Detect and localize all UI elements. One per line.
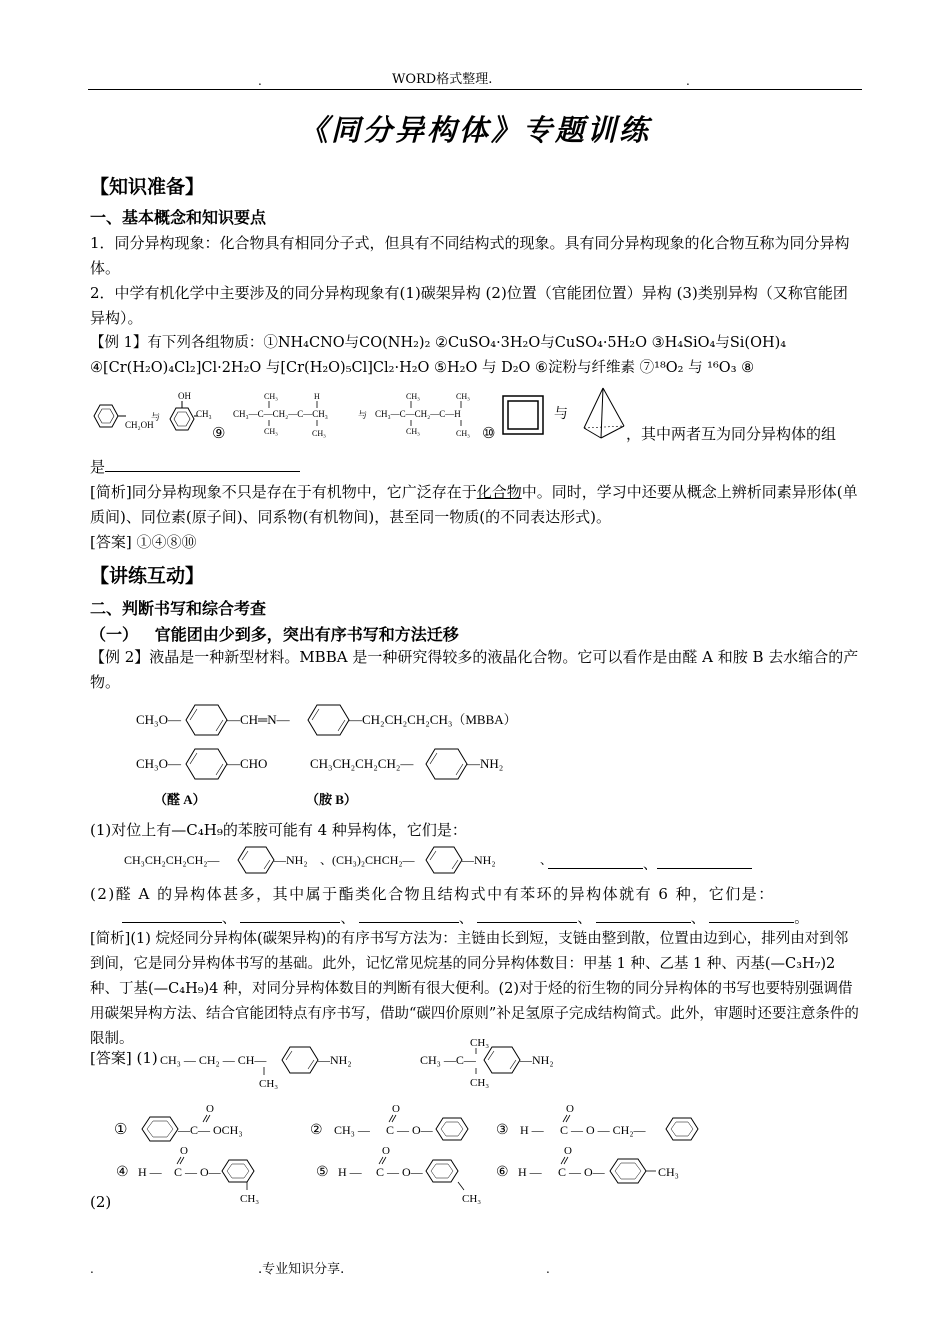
analysis-2: [简析](1) 烷烃同分异构体(碳架异构)的有序书写方法为：主链由长到短，支链由整到散，位置由边到心，排列由对到邻到间，它是同分异构体书写的基础。此外，记忆常见烷基的同分异构体数目：甲基 1 种、乙基 1 种、丙基(—C₃H₇)2 种、丁基(—C₄H₉)4 种，对同分异构体数目的判断有很大便利。(2)对于烃的衍生物的同分异构体的书写也要特别强调借用碳架异构方法、结合官能团特点有序书写，借助“碳四价原则”补足氢原子完成结构简式。此外，审题时还要注意条件的限制。	[90, 931, 859, 1047]
q2-blank-4[interactable]	[477, 906, 577, 923]
svg-text:CH₃: CH₃	[658, 1165, 679, 1179]
and-1: 与	[151, 412, 161, 422]
example1-shi: 是	[90, 455, 300, 480]
answer-1: [答案] ①④⑧⑩	[90, 533, 197, 551]
q1-blanks: 、	[548, 852, 752, 874]
svg-text:CH₃: CH₃	[470, 1077, 490, 1089]
svg-text:②: ②	[310, 1123, 323, 1138]
svg-text:—NH₂: —NH₂	[520, 1053, 554, 1067]
svg-text:O: O	[180, 1145, 188, 1157]
mbba-structures	[130, 700, 550, 810]
paragraph-2: 2．中学有机化学中主要涉及的同分异构现象有(1)碳架异构 (2)位置（官能团位置）异构 (3)类别异构（又称官能团异构）。	[90, 284, 848, 327]
label-amine-b: （胺 B）	[306, 792, 357, 807]
svg-text:CH₃: CH₃	[462, 1193, 482, 1205]
svg-text:H —: H —	[338, 1165, 362, 1179]
cyclobutene-structure	[503, 396, 568, 434]
svg-text:CH₃ —C—: CH₃ —C—	[420, 1053, 476, 1067]
answer-2-label: [答案] (1)	[90, 1049, 158, 1067]
footer-dot-right: .	[546, 1262, 550, 1276]
svg-text:—CH═N—: —CH═N—	[227, 712, 290, 727]
question-1: (1)对位上有—C₄H₉的苯胺可能有 4 种异构体，它们是：	[90, 821, 467, 839]
alkane-a-structure	[233, 392, 367, 438]
svg-text:H: H	[314, 392, 320, 401]
tert-butyl-aniline-structure	[420, 1037, 554, 1089]
q1-blank-1[interactable]	[548, 852, 643, 869]
page-title: 《同分异构体》专题训练	[298, 113, 651, 147]
svg-text:CH₃: CH₃	[264, 392, 278, 401]
example1-line2: ④[Cr(H₂O)₄Cl₂]Cl·2H₂O 与[Cr(H₂O)₅Cl]Cl₂·H₂O ⑤H₂O 与 D₂O ⑥淀粉与纤维素 ⑦¹⁸O₂ 与 ¹⁶O₃ ⑧	[90, 360, 755, 376]
svg-text:④: ④	[116, 1165, 129, 1180]
compound-link[interactable]: 化合物	[476, 483, 522, 501]
header-dot-left: .	[258, 74, 262, 88]
svg-text:、: 、	[320, 853, 333, 867]
cresol-ch3: CH₃	[196, 409, 212, 419]
answer2-amine-structures	[158, 1034, 598, 1092]
q2-blank-5[interactable]	[596, 906, 691, 923]
benzyl-alcohol-structure	[94, 405, 160, 430]
svg-text:CH₃ — CH₂ — CH—: CH₃ — CH₂ — CH—	[160, 1053, 267, 1067]
question-2: (2)醛 A 的异构体甚多，其中属于酯类化合物且结构式中有苯环的异构体就有 6 种，它们是：	[90, 885, 775, 903]
svg-text:①: ①	[114, 1122, 128, 1138]
q2-blank-2[interactable]	[240, 906, 340, 923]
oh-label: OH	[178, 391, 191, 401]
q2-blanks: 、 、 、 、 、 。	[122, 906, 808, 928]
q2-blank-3[interactable]	[359, 906, 459, 923]
aldehyde-a-structure	[136, 749, 267, 779]
svg-text:—CH₂CH₂CH₂CH₃（MBBA）: —CH₂CH₂CH₂CH₃（MBBA）	[349, 712, 517, 727]
svg-text:CH₃ —: CH₃ —	[334, 1123, 370, 1137]
answer2-ester-structures	[110, 1096, 730, 1216]
svg-text:H —: H —	[520, 1123, 544, 1137]
svg-text:O: O	[206, 1103, 214, 1115]
svg-text:CH₃: CH₃	[312, 429, 326, 438]
heading-sub1: （一） 官能团由少到多，突出有序书写和方法迁移	[90, 625, 459, 644]
number-10: ⑩	[482, 426, 496, 442]
header-dot-right: .	[686, 74, 690, 88]
heading-judge: 二、判断书写和综合考查	[90, 599, 267, 618]
svg-text:C — O—: C — O—	[386, 1123, 433, 1137]
svg-text:C — O—: C — O—	[558, 1165, 605, 1179]
svg-text:O: O	[566, 1103, 574, 1115]
ester-2-structure	[310, 1103, 468, 1140]
svg-text:O: O	[392, 1103, 400, 1115]
q1-blank-2[interactable]	[657, 852, 752, 869]
footer-center: .专业知识分享.	[258, 1262, 345, 1277]
svg-text:—CHO: —CHO	[227, 756, 268, 771]
example2-text: 【例 2】液晶是一种新型材料。MBBA 是一种研究得较多的液晶化合物。它可以看作是由醛 A 和胺 B 去水缩合的产物。	[90, 648, 859, 691]
alkane-b-structure	[375, 392, 495, 442]
svg-text:—NH₂: —NH₂	[274, 853, 308, 867]
footer-dot-left: .	[90, 1262, 94, 1276]
ch2oh-label: CH₂OH	[125, 420, 154, 430]
svg-text:CH₃: CH₃	[456, 429, 470, 438]
ester-1-structure	[114, 1103, 243, 1141]
svg-text:⑤: ⑤	[316, 1165, 329, 1180]
mbba-structure	[136, 705, 517, 735]
svg-text:—NH₂: —NH₂	[318, 1053, 352, 1067]
svg-text:—NH₂: —NH₂	[462, 853, 496, 867]
heading-basic: 一、基本概念和知识要点	[90, 208, 267, 227]
header-title: WORD格式整理.	[392, 72, 493, 87]
svg-text:CH₃: CH₃	[259, 1078, 279, 1090]
alkane-a-main: CH₃—C—CH₂—C—CH₃	[233, 409, 328, 419]
ester-4-structure	[116, 1145, 259, 1205]
tetrahedrane-structure	[584, 388, 624, 438]
svg-text:、: 、	[540, 853, 553, 867]
q1-structures	[120, 844, 560, 878]
alkane-b-main: CH₃—C—CH₂—C—H	[375, 409, 461, 419]
sec-butyl-aniline-structure	[160, 1047, 352, 1090]
svg-text:CH₃: CH₃	[456, 392, 470, 401]
svg-text:CH₃O—: CH₃O—	[136, 712, 181, 727]
svg-text:③: ③	[496, 1123, 509, 1138]
svg-text:—C— OCH₃: —C— OCH₃	[178, 1123, 243, 1137]
example1-structures	[88, 386, 648, 446]
amine-b-structure	[310, 749, 503, 779]
cresol-structure	[170, 391, 225, 442]
svg-text:C — O — CH₂—: C — O — CH₂—	[560, 1123, 646, 1137]
and-3: 与	[554, 407, 568, 422]
example1-line1: 【例 1】有下列各组物质：①NH₄CNO与CO(NH₂)₂ ②CuSO₄·3H₂O与CuSO₄·5H₂O ③H₄SiO₄与Si(OH)₄	[90, 335, 787, 351]
svg-text:CH₃: CH₃	[240, 1193, 260, 1205]
number-9: ⑨	[212, 426, 226, 442]
svg-text:C — O—: C — O—	[376, 1165, 423, 1179]
answer-blank-1[interactable]	[105, 455, 300, 472]
svg-text:⑥: ⑥	[496, 1165, 509, 1180]
section-knowledge: 【知识准备】	[90, 176, 205, 198]
ester-3-structure	[496, 1103, 698, 1140]
q2-blank-6[interactable]	[709, 906, 794, 923]
q2-blank-1[interactable]	[122, 906, 222, 923]
svg-text:—NH₂: —NH₂	[467, 756, 504, 771]
and-2: 与	[358, 410, 368, 420]
svg-text:CH₃CH₂CH₂CH₂—: CH₃CH₂CH₂CH₂—	[124, 853, 220, 867]
svg-text:O: O	[382, 1145, 390, 1157]
svg-text:H —: H —	[518, 1165, 542, 1179]
svg-text:CH₃O—: CH₃O—	[136, 756, 181, 771]
analysis-1: [简析]同分异构现象不只是存在于有机物中，它广泛存在于化合物中。同时，学习中还要从概念上辨析同素异形体(单质间)、同位素(原子间)、同系物(有机物间)，甚至同一物质(的不同表达形式)。	[90, 483, 858, 526]
svg-text:CH₃: CH₃	[406, 392, 420, 401]
svg-text:(CH₃)₂CHCH₂—: (CH₃)₂CHCH₂—	[332, 853, 415, 867]
svg-text:CH₃CH₂CH₂CH₂—: CH₃CH₂CH₂CH₂—	[310, 756, 414, 771]
svg-text:H —: H —	[138, 1165, 162, 1179]
header-rule	[88, 89, 862, 90]
svg-text:CH₃: CH₃	[406, 427, 420, 436]
label-aldehyde-a: （醛 A）	[154, 792, 206, 807]
svg-text:C — O—: C — O—	[174, 1165, 221, 1179]
svg-text:CH₃: CH₃	[264, 427, 278, 436]
answer-2-label-2: (2)	[90, 1193, 112, 1211]
paragraph-1: 1．同分异构现象：化合物具有相同分子式，但具有不同结构式的现象。具有同分异构现象的化合物互称为同分异构体。	[90, 234, 850, 277]
section-practice: 【讲练互动】	[90, 565, 205, 587]
svg-text:CH₃: CH₃	[470, 1037, 490, 1049]
svg-text:O: O	[564, 1145, 572, 1157]
example1-tail: ，其中两者互为同分异构体的组	[626, 425, 837, 443]
ester-5-structure	[316, 1145, 481, 1205]
ester-6-structure	[496, 1145, 679, 1183]
